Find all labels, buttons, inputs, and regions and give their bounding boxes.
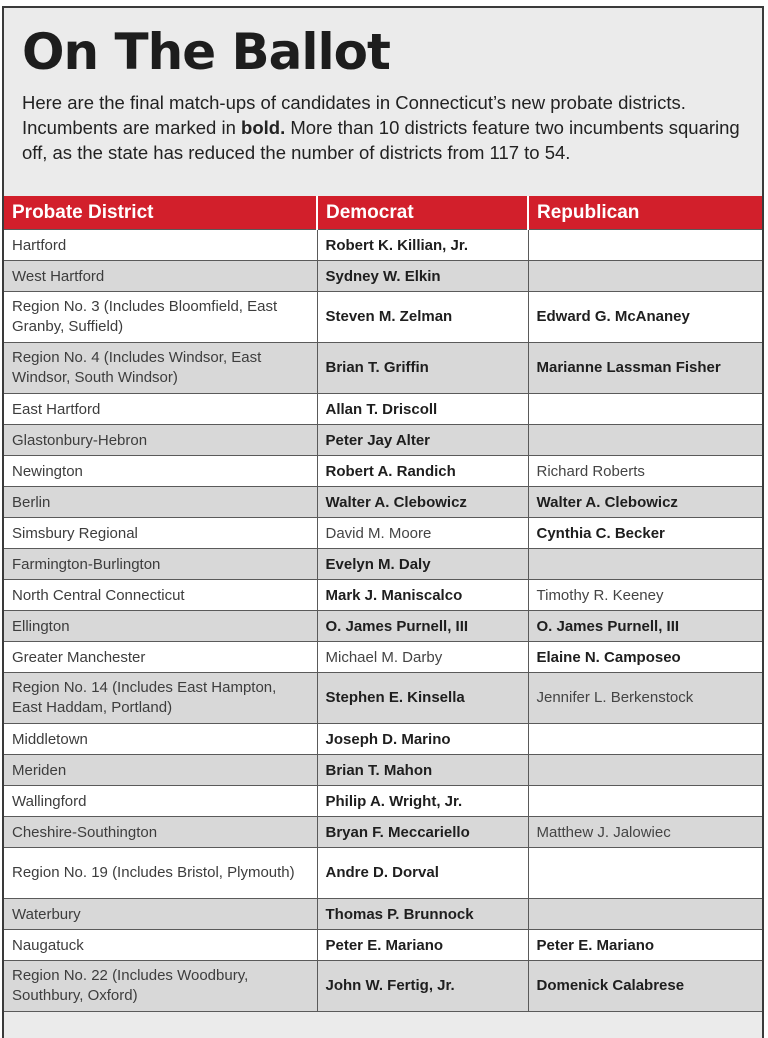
table-row: [4, 930, 762, 961]
republican-cell: [528, 755, 762, 786]
district-cell: Region No. 3 (Includes Bloomfield, East Granby, Suffield): [4, 292, 317, 343]
table-row: [4, 425, 762, 456]
candidates-table: [4, 196, 763, 1012]
intro-bold-word: bold.: [241, 117, 286, 138]
district-cell: Meriden: [4, 755, 317, 786]
democrat-cell: Brian T. Griffin: [317, 343, 528, 394]
republican-cell: [528, 394, 762, 425]
democrat-cell: Andre D. Dorval: [317, 848, 528, 899]
republican-cell: Elaine N. Camposeo: [528, 642, 762, 673]
republican-cell: [528, 899, 762, 930]
table-row: [4, 456, 762, 487]
republican-cell: O. James Purnell, III: [528, 611, 762, 642]
republican-cell: Timothy R. Keeney: [528, 580, 762, 611]
district-cell: Hartford: [4, 230, 317, 261]
table-row: [4, 549, 762, 580]
republican-cell: Cynthia C. Becker: [528, 518, 762, 549]
republican-cell: Richard Roberts: [528, 456, 762, 487]
table-row: [4, 292, 762, 343]
democrat-cell: Mark J. Maniscalco: [317, 580, 528, 611]
table-header-row: [4, 196, 762, 230]
district-cell: Region No. 22 (Includes Woodbury, Southbury, Oxford): [4, 961, 317, 1012]
district-cell: Naugatuck: [4, 930, 317, 961]
table-row: [4, 848, 762, 899]
democrat-cell: David M. Moore: [317, 518, 528, 549]
district-cell: Cheshire-Southington: [4, 817, 317, 848]
republican-cell: Walter A. Clebowicz: [528, 487, 762, 518]
democrat-cell: Philip A. Wright, Jr.: [317, 786, 528, 817]
republican-cell: [528, 261, 762, 292]
table-row: [4, 487, 762, 518]
republican-cell: [528, 786, 762, 817]
democrat-cell: Evelyn M. Daly: [317, 549, 528, 580]
district-cell: Greater Manchester: [4, 642, 317, 673]
district-cell: Ellington: [4, 611, 317, 642]
district-cell: Berlin: [4, 487, 317, 518]
table-row: [4, 817, 762, 848]
ballot-panel: [2, 6, 764, 1038]
table-row: [4, 343, 762, 394]
table-row: [4, 518, 762, 549]
democrat-cell: Steven M. Zelman: [317, 292, 528, 343]
page-title: On The Ballot: [22, 23, 390, 81]
republican-cell: [528, 230, 762, 261]
intro-text-start: Here are the final match-ups of candidates in Connecticut’s new probate districts. Incumbents are marked in: [22, 92, 686, 138]
table-row: [4, 755, 762, 786]
district-cell: Region No. 4 (Includes Windsor, East Windsor, South Windsor): [4, 343, 317, 394]
democrat-cell: John W. Fertig, Jr.: [317, 961, 528, 1012]
column-header-district: Probate District: [4, 196, 317, 230]
table-row: [4, 230, 762, 261]
democrat-cell: Stephen E. Kinsella: [317, 673, 528, 724]
republican-cell: Matthew J. Jalowiec: [528, 817, 762, 848]
header: [4, 8, 762, 186]
democrat-cell: Allan T. Driscoll: [317, 394, 528, 425]
democrat-cell: Robert A. Randich: [317, 456, 528, 487]
district-cell: Simsbury Regional: [4, 518, 317, 549]
table-row: [4, 394, 762, 425]
democrat-cell: Sydney W. Elkin: [317, 261, 528, 292]
intro-text-end: More than 10 districts feature two incumbents squaring off, as the state has reduced the number of districts from 117 to 54.: [22, 117, 740, 163]
table-row: [4, 724, 762, 755]
republican-cell: [528, 848, 762, 899]
district-cell: Middletown: [4, 724, 317, 755]
district-cell: West Hartford: [4, 261, 317, 292]
column-header-democrat: Democrat: [317, 196, 528, 230]
republican-cell: Edward G. McAnaney: [528, 292, 762, 343]
table-row: [4, 580, 762, 611]
democrat-cell: O. James Purnell, III: [317, 611, 528, 642]
table-row: [4, 673, 762, 724]
intro-paragraph: [22, 90, 744, 165]
table-row: [4, 899, 762, 930]
district-cell: North Central Connecticut: [4, 580, 317, 611]
table-row: [4, 961, 762, 1012]
democrat-cell: Brian T. Mahon: [317, 755, 528, 786]
republican-cell: Marianne Lassman Fisher: [528, 343, 762, 394]
district-cell: Newington: [4, 456, 317, 487]
democrat-cell: Joseph D. Marino: [317, 724, 528, 755]
democrat-cell: Peter E. Mariano: [317, 930, 528, 961]
district-cell: East Hartford: [4, 394, 317, 425]
district-cell: Wallingford: [4, 786, 317, 817]
republican-cell: Peter E. Mariano: [528, 930, 762, 961]
republican-cell: Domenick Calabrese: [528, 961, 762, 1012]
democrat-cell: Robert K. Killian, Jr.: [317, 230, 528, 261]
democrat-cell: Bryan F. Meccariello: [317, 817, 528, 848]
district-cell: Region No. 14 (Includes East Hampton, East Haddam, Portland): [4, 673, 317, 724]
district-cell: Waterbury: [4, 899, 317, 930]
district-cell: Farmington-Burlington: [4, 549, 317, 580]
democrat-cell: Michael M. Darby: [317, 642, 528, 673]
district-cell: Region No. 19 (Includes Bristol, Plymouth): [4, 848, 317, 899]
column-header-republican: Republican: [528, 196, 762, 230]
republican-cell: [528, 549, 762, 580]
table-row: [4, 786, 762, 817]
republican-cell: [528, 425, 762, 456]
republican-cell: [528, 724, 762, 755]
democrat-cell: Walter A. Clebowicz: [317, 487, 528, 518]
table-row: [4, 642, 762, 673]
district-cell: Glastonbury-Hebron: [4, 425, 317, 456]
democrat-cell: Thomas P. Brunnock: [317, 899, 528, 930]
table-row: [4, 611, 762, 642]
republican-cell: Jennifer L. Berkenstock: [528, 673, 762, 724]
table-row: [4, 261, 762, 292]
democrat-cell: Peter Jay Alter: [317, 425, 528, 456]
